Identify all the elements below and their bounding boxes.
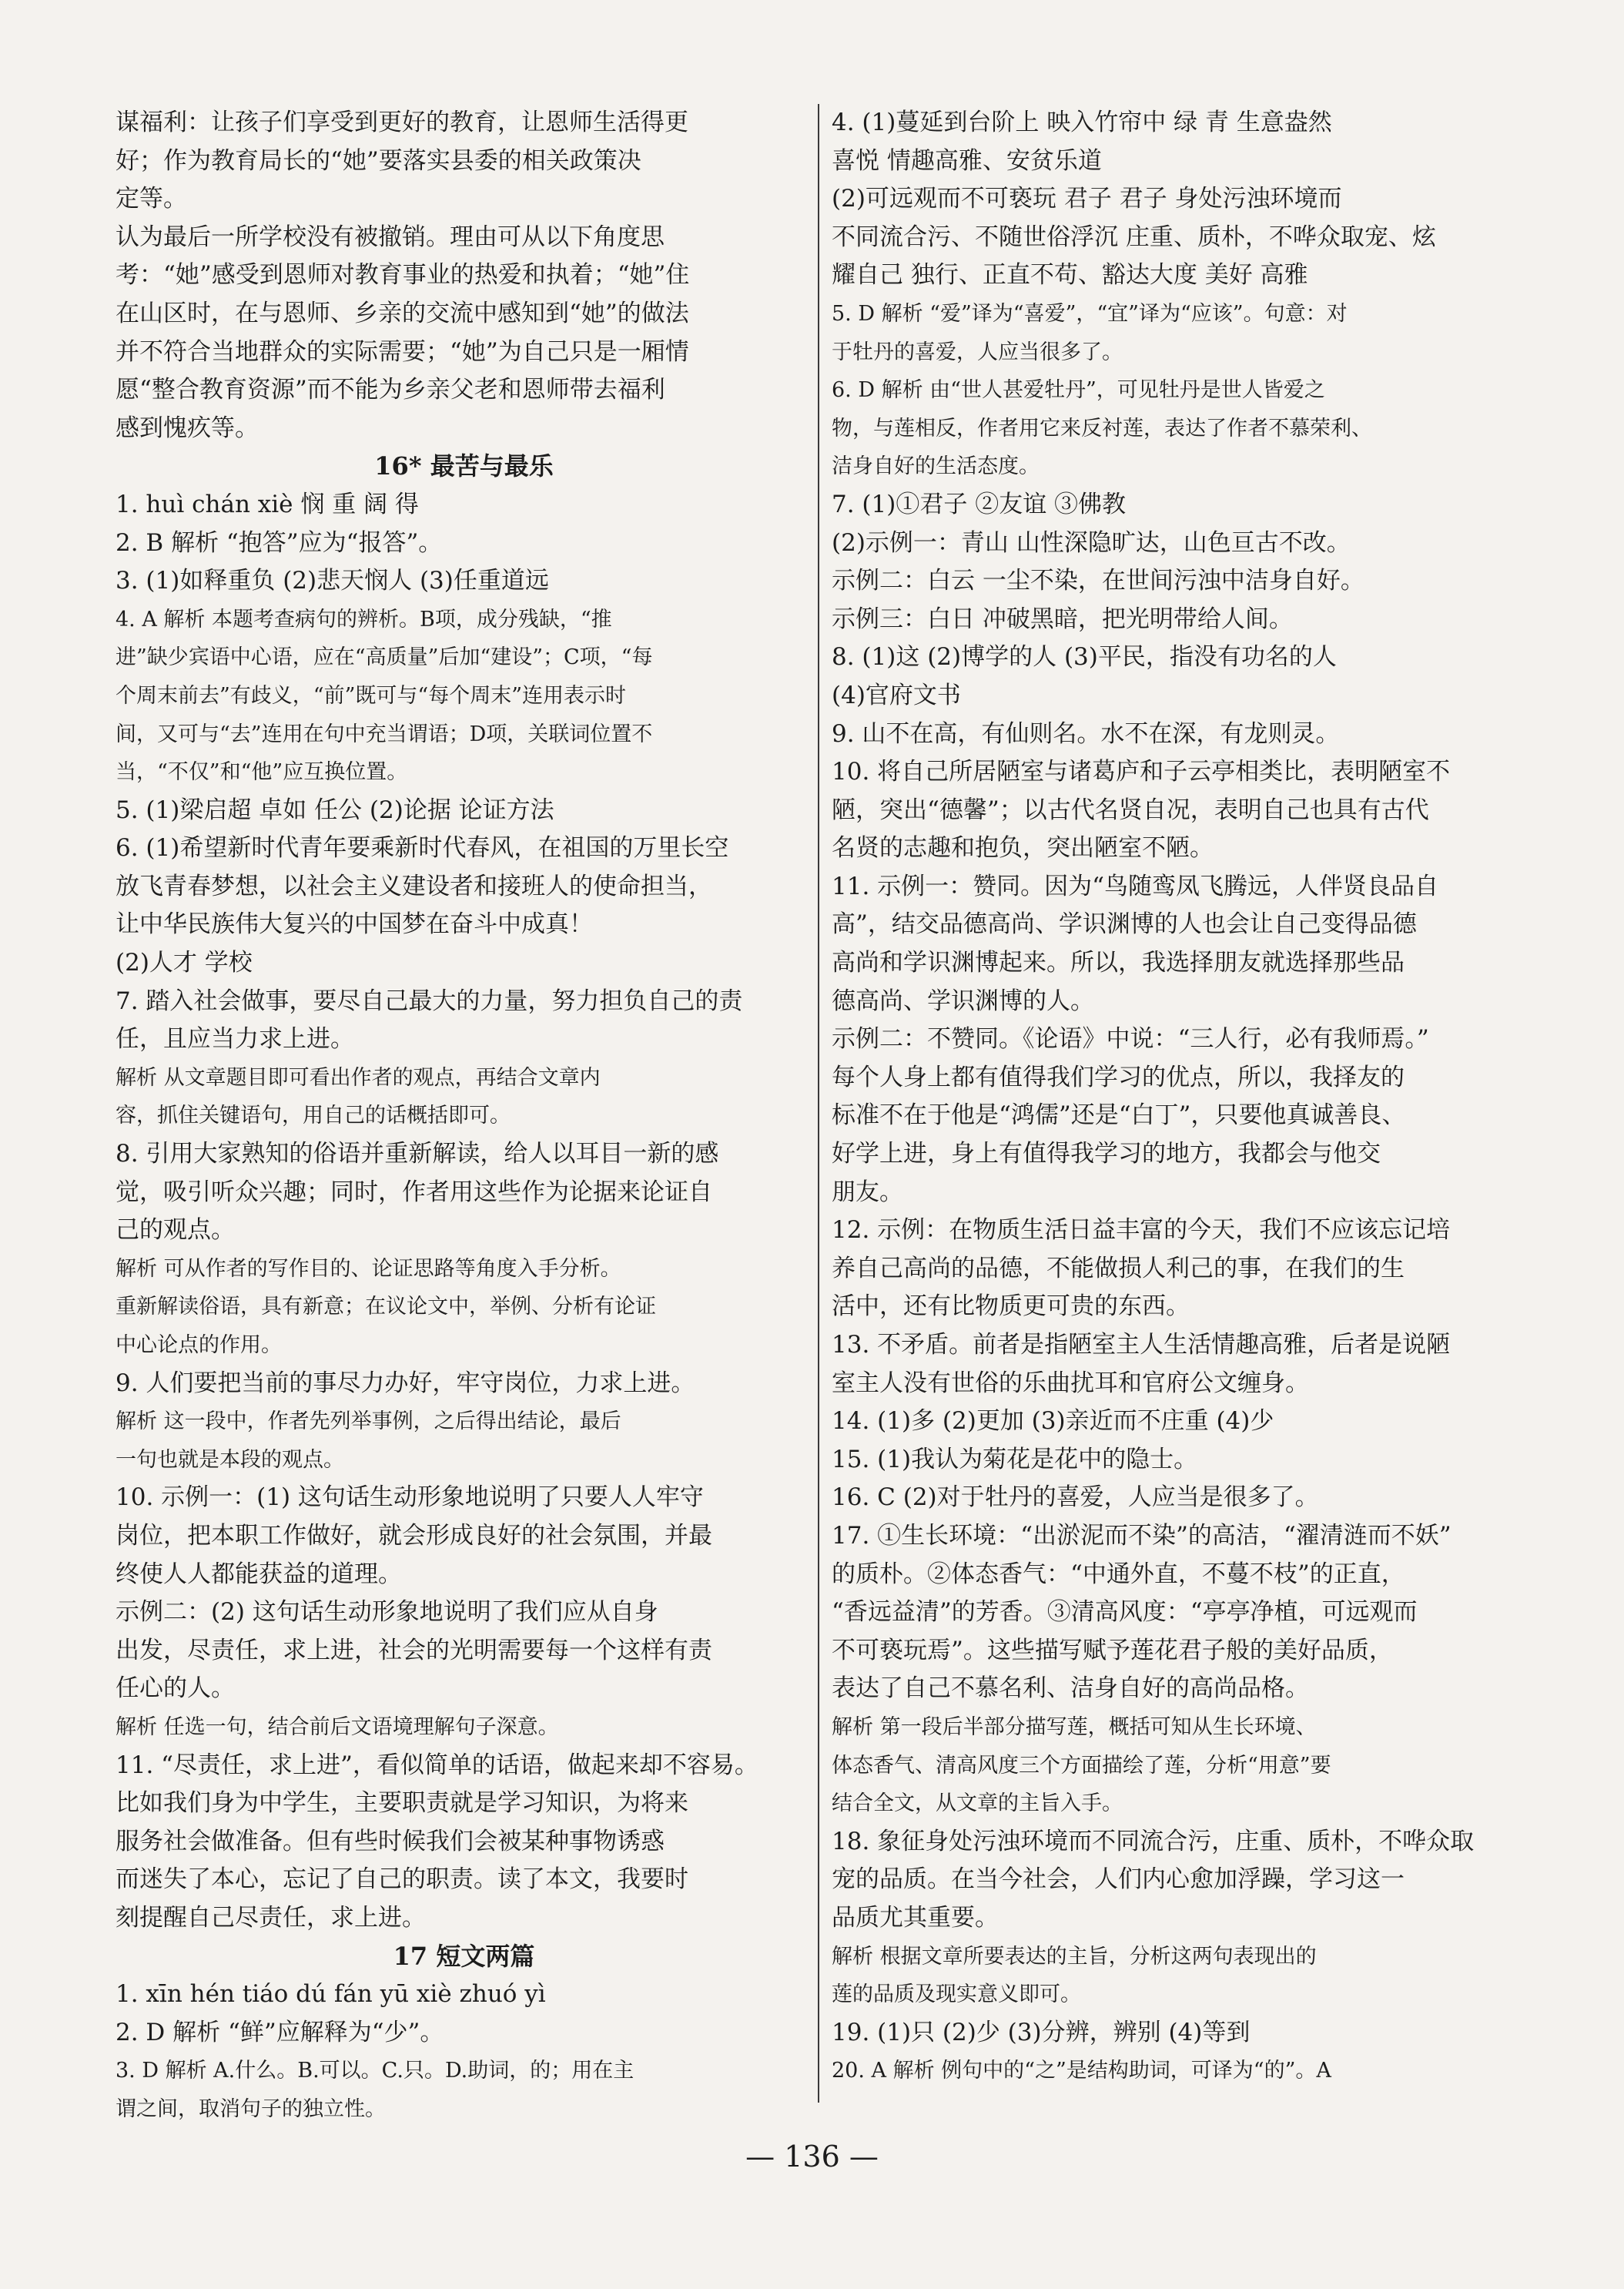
text-line: 2. B 解析 “抱答”应为“报答”。 (116, 528, 443, 557)
text-line: 而迷失了本心，忘记了自己的职责。读了本文，我要时 (116, 1865, 688, 1894)
text-line: (2)人才 学校 (116, 949, 253, 977)
text-line: “香远益清”的芳香。③清高风度：“亭亭净植，可远观而 (832, 1598, 1418, 1627)
text-line: 的质朴。②体态香气：“中通外直，不蔓不枝”的正直， (832, 1560, 1405, 1588)
text-line: 放飞青春梦想，以社会主义建设者和接班人的使命担当， (116, 872, 712, 900)
text-line: 刻提醒自己尽责任，求上进。 (116, 1903, 426, 1932)
text-line: 19. (1)只 (2)少 (3)分辨，辨别 (4)等到 (832, 2018, 1251, 2046)
text-line: 室主人没有世俗的乐曲扰耳和官府公文缠身。 (832, 1369, 1309, 1397)
text-line: 一句也就是本段的观点。 (116, 1447, 344, 1472)
text-line: 喜悦 情趣高雅、安贫乐道 (832, 146, 1102, 175)
text-line: 13. 不矛盾。前者是指陋室主人生活情趣高雅，后者是说陋 (832, 1331, 1451, 1359)
text-line: 8. 引用大家熟知的俗语并重新解读，给人以耳目一新的感 (116, 1140, 719, 1168)
section-title: 16* 最苦与最乐 (374, 451, 554, 481)
text-line: 名贤的志趣和抱负，突出陋室不陋。 (832, 834, 1214, 863)
text-line: 5. (1)梁启超 卓如 任公 (2)论据 论证方法 (116, 796, 554, 824)
text-line: 18. 象征身处污浊环境而不同流合污，庄重、质朴，不哗众取 (832, 1827, 1475, 1855)
text-line: 让中华民族伟大复兴的中国梦在奋斗中成真！ (116, 910, 593, 939)
text-line: 当，“不仅”和“他”应互换位置。 (116, 760, 408, 785)
text-line: 终使人人都能获益的道理。 (116, 1560, 402, 1588)
text-line: 7. (1)①君子 ②友谊 ③佛教 (832, 490, 1127, 518)
text-line: 10. 示例一：(1) 这句话生动形象地说明了只要人人牢守 (116, 1483, 704, 1512)
text-line: 己的观点。 (116, 1216, 235, 1245)
text-line: 定等。 (116, 185, 187, 213)
text-line: 1. xīn hén tiáo dú fán yū xiè zhuó yì (116, 1980, 546, 2009)
text-line: 2. D 解析 “鲜”应解释为“少”。 (116, 2018, 444, 2046)
text-line: 4. A 解析 本题考查病句的辨析。B项，成分残缺，“推 (116, 607, 612, 632)
text-line: 4. (1)蔓延到台阶上 映入竹帘中 绿 青 生意盎然 (832, 109, 1332, 136)
text-line: 并不符合当地群众的实际需要；“她”为自己只是一厢情 (116, 337, 689, 366)
text-line: 6. (1)希望新时代青年要乘新时代春风，在祖国的万里长空 (116, 834, 729, 863)
text-line: (4)官府文书 (832, 681, 961, 709)
text-line: 感到愧疚等。 (116, 414, 259, 442)
text-line: (2)示例一：青山 山性深隐旷达，山色亘古不改。 (832, 528, 1351, 557)
text-line: 间，又可与“去”连用在句中充当谓语；D项，关联词位置不 (116, 722, 653, 746)
section-title: 17 短文两篇 (393, 1941, 535, 1971)
text-line: 莲的品质及现实意义即可。 (832, 1982, 1081, 2007)
text-line: 体态香气、清高风度三个方面描绘了莲，分析“用意”要 (832, 1753, 1331, 1778)
text-line: 养自己高尚的品德，不能做损人利己的事，在我们的生 (832, 1254, 1405, 1282)
text-line: 20. A 解析 例句中的“之”是结构助词，可译为“的”。A (832, 2059, 1331, 2083)
text-line: 出发，尽责任，求上进，社会的光明需要每一个这样有责 (116, 1636, 712, 1664)
text-line: 示例二：不赞同。《论语》中说：“三人行，必有我师焉。” (832, 1025, 1429, 1054)
text-line: 表达了自己不慕名利、洁身自好的高尚品格。 (832, 1674, 1309, 1703)
text-line: 5. D 解析 “爱”译为“喜爱”，“宜”译为“应该”。句意：对 (832, 301, 1348, 326)
text-line: 活中，还有比物质更可贵的东西。 (832, 1292, 1190, 1321)
text-line: 9. 山不在高，有仙则名。水不在深，有龙则灵。 (832, 719, 1340, 748)
text-line: 中心论点的作用。 (116, 1333, 282, 1357)
page-number: — 136 — (745, 2140, 879, 2173)
text-line: 在山区时，在与恩师、乡亲的交流中感知到“她”的做法 (116, 299, 689, 327)
text-line: 觉，吸引听众兴趣；同时，作者用这些作为论据来论证自 (116, 1178, 712, 1206)
text-line: 8. (1)这 (2)博学的人 (3)平民，指没有功名的人 (832, 643, 1337, 672)
text-line: 11. 示例一：赞同。因为“鸟随鸾凤飞腾远，人伴贤良品自 (832, 872, 1438, 900)
text-line: 11. “尽责任，求上进”，看似简单的话语，做起来却不容易。 (116, 1751, 758, 1779)
text-line: 7. 踏入社会做事，要尽自己最大的力量，努力担负自己的责 (116, 987, 743, 1015)
text-line: 10. 将自己所居陋室与诸葛庐和子云亭相类比，表明陋室不 (832, 758, 1451, 786)
text-line: 高尚和学识渊博起来。所以，我选择朋友就选择那些品 (832, 949, 1405, 977)
text-line: (2)可远观而不可亵玩 君子 君子 身处污浊环境而 (832, 185, 1342, 213)
text-line: 个周末前去”有歧义，“前”既可与“每个周末”连用表示时 (116, 683, 627, 708)
text-line: 宠的品质。在当今社会，人们内心愈加浮躁，学习这一 (832, 1865, 1405, 1894)
text-line: 高”，结交品德高尚、学识渊博的人也会让自己变得品德 (832, 910, 1417, 939)
text-line: 每个人身上都有值得我们学习的优点，所以，我择友的 (832, 1063, 1405, 1091)
text-line: 认为最后一所学校没有被撤销。理由可从以下角度思 (116, 223, 665, 251)
right-column (832, 104, 1529, 2090)
text-line: 12. 示例：在物质生活日益丰富的今天，我们不应该忘记培 (832, 1216, 1451, 1245)
text-line: 解析 从文章题目即可看出作者的观点，再结合文章内 (116, 1065, 601, 1090)
text-line: 解析 这一段中，作者先列举事例，之后得出结论，最后 (116, 1409, 621, 1434)
text-line: 标准不在于他是“鸿儒”还是“白丁”，只要他真诚善良、 (832, 1101, 1406, 1130)
text-line: 示例二：白云 一尘不染，在世间污浊中洁身自好。 (832, 567, 1364, 595)
text-line: 17. ①生长环境：“出淤泥而不染”的高洁，“濯清涟而不妖” (832, 1521, 1452, 1550)
text-line: 考：“她”感受到恩师对教育事业的热爱和执着；“她”住 (116, 261, 690, 290)
text-line: 16. C (2)对于牡丹的喜爱，人应当是很多了。 (832, 1483, 1319, 1512)
text-line: 9. 人们要把当前的事尽力办好，牢守岗位，力求上进。 (116, 1369, 695, 1397)
text-line: 陋，突出“德馨”；以古代名贤自况，表明自己也具有古代 (832, 796, 1429, 824)
text-line: 德高尚、学识渊博的人。 (832, 987, 1094, 1015)
text-line: 服务社会做准备。但有些时候我们会被某种事物诱惑 (116, 1827, 665, 1855)
text-line: 愿“整合教育资源”而不能为乡亲父老和恩师带去福利 (116, 376, 665, 404)
text-line: 好；作为教育局长的“她”要落实县委的相关政策决 (116, 146, 641, 175)
text-line: 谋福利：让孩子们享受到更好的教育，让恩师生活得更 (116, 109, 688, 136)
text-line: 1. huì chán xiè 悯 重 阔 得 (116, 490, 419, 518)
text-line: 不可亵玩焉”。这些描写赋予莲花君子般的美好品质， (832, 1636, 1393, 1664)
text-line: 洁身自好的生活态度。 (832, 454, 1040, 479)
text-line: 示例三：白日 冲破黑暗，把光明带给人间。 (832, 605, 1293, 633)
text-line: 结合全文，从文章的主旨入手。 (832, 1791, 1123, 1816)
text-line: 容，抓住关键语句，用自己的话概括即可。 (116, 1104, 511, 1128)
text-line: 任，且应当力求上进。 (116, 1025, 354, 1054)
text-line: 14. (1)多 (2)更加 (3)亲近而不庄重 (4)少 (832, 1407, 1274, 1436)
text-line: 任心的人。 (116, 1674, 235, 1703)
text-line: 解析 任选一句，结合前后文语境理解句子深意。 (116, 1714, 559, 1739)
text-line: 品质尤其重要。 (832, 1903, 999, 1932)
text-line: 不同流合污、不随世俗浮沉 庄重、质朴，不哗众取宠、炫 (832, 223, 1436, 251)
text-line: 解析 第一段后半部分描写莲，概括可知从生长环境、 (832, 1714, 1317, 1739)
text-line: 好学上进，身上有值得我学习的地方，我都会与他交 (832, 1140, 1381, 1168)
column-divider (818, 104, 819, 2103)
text-line: 示例二：(2) 这句话生动形象地说明了我们应从自身 (116, 1598, 658, 1627)
text-line: 于牡丹的喜爱，人应当很多了。 (832, 340, 1123, 364)
text-line: 解析 可从作者的写作目的、论证思路等角度入手分析。 (116, 1256, 621, 1281)
text-line: 15. (1)我认为菊花是花中的隐士。 (832, 1445, 1198, 1473)
text-line: 重新解读俗语，具有新意；在议论文中，举例、分析有论证 (116, 1295, 656, 1319)
text-line: 6. D 解析 由“世人甚爱牡丹”，可见牡丹是世人皆爱之 (832, 378, 1325, 403)
left-column (116, 104, 812, 2128)
text-line: 朋友。 (832, 1178, 903, 1206)
text-line: 岗位，把本职工作做好，就会形成良好的社会氛围，并最 (116, 1521, 712, 1550)
text-line: 物，与莲相反，作者用它来反衬莲，表达了作者不慕荣利、 (832, 416, 1372, 441)
text-line: 比如我们身为中学生，主要职责就是学习知识，为将来 (116, 1789, 688, 1818)
text-line: 3. (1)如释重负 (2)悲天悯人 (3)任重道远 (116, 567, 549, 595)
text-line: 谓之间，取消句子的独立性。 (116, 2096, 386, 2121)
text-line: 3. D 解析 A.什么。B.可以。C.只。D.助词，的；用在主 (116, 2059, 635, 2083)
text-line: 进”缺少宾语中心语，应在“高质量”后加“建设”；C项，“每 (116, 645, 653, 670)
text-line: 解析 根据文章所要表达的主旨，分析这两句表现出的 (832, 1944, 1317, 1969)
text-line: 耀自己 独行、正直不苟、豁达大度 美好 高雅 (832, 261, 1308, 290)
